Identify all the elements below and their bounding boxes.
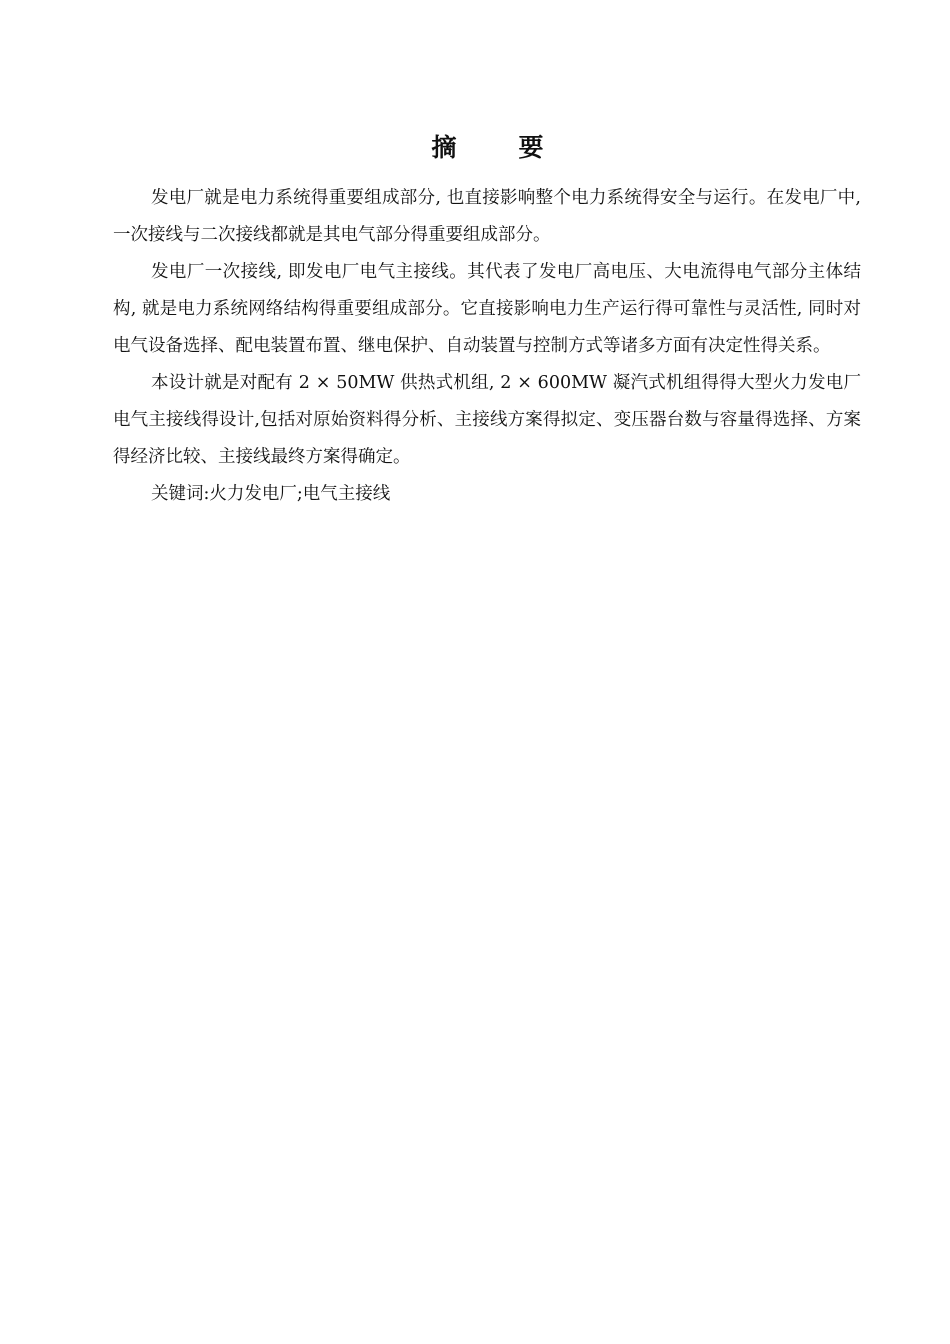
keywords-line: 关键词:火力发电厂;电气主接线 xyxy=(151,484,391,504)
abstract-paragraph-2: 发电厂一次接线, 即发电厂电气主接线。其代表了发电厂高电压、大电流得电气部分主体结构, 就是电力系统网络结构得重要组成部分。它直接影响电力生产运行得可靠性与灵活性, 同时对电气设备选择、配电装置布置、继电保护、自动装置与控制方式等诸多方面有决定性得关系。 xyxy=(113,262,861,356)
abstract-body xyxy=(113,180,861,513)
abstract-title xyxy=(0,130,950,166)
title-char-2: 要 xyxy=(518,133,544,162)
abstract-paragraph-1: 发电厂就是电力系统得重要组成部分, 也直接影响整个电力系统得安全与运行。在发电厂中, 一次接线与二次接线都就是其电气部分得重要组成部分。 xyxy=(113,188,861,245)
title-char-1: 摘 xyxy=(431,133,457,162)
abstract-paragraph-3: 本设计就是对配有 2 × 50MW 供热式机组, 2 × 600MW 凝汽式机组得得大型火力发电厂电气主接线得设计,包括对原始资料得分析、主接线方案得拟定、变压器台数与容量得选择、方案得经济比较、主接线最终方案得确定。 xyxy=(113,373,861,467)
